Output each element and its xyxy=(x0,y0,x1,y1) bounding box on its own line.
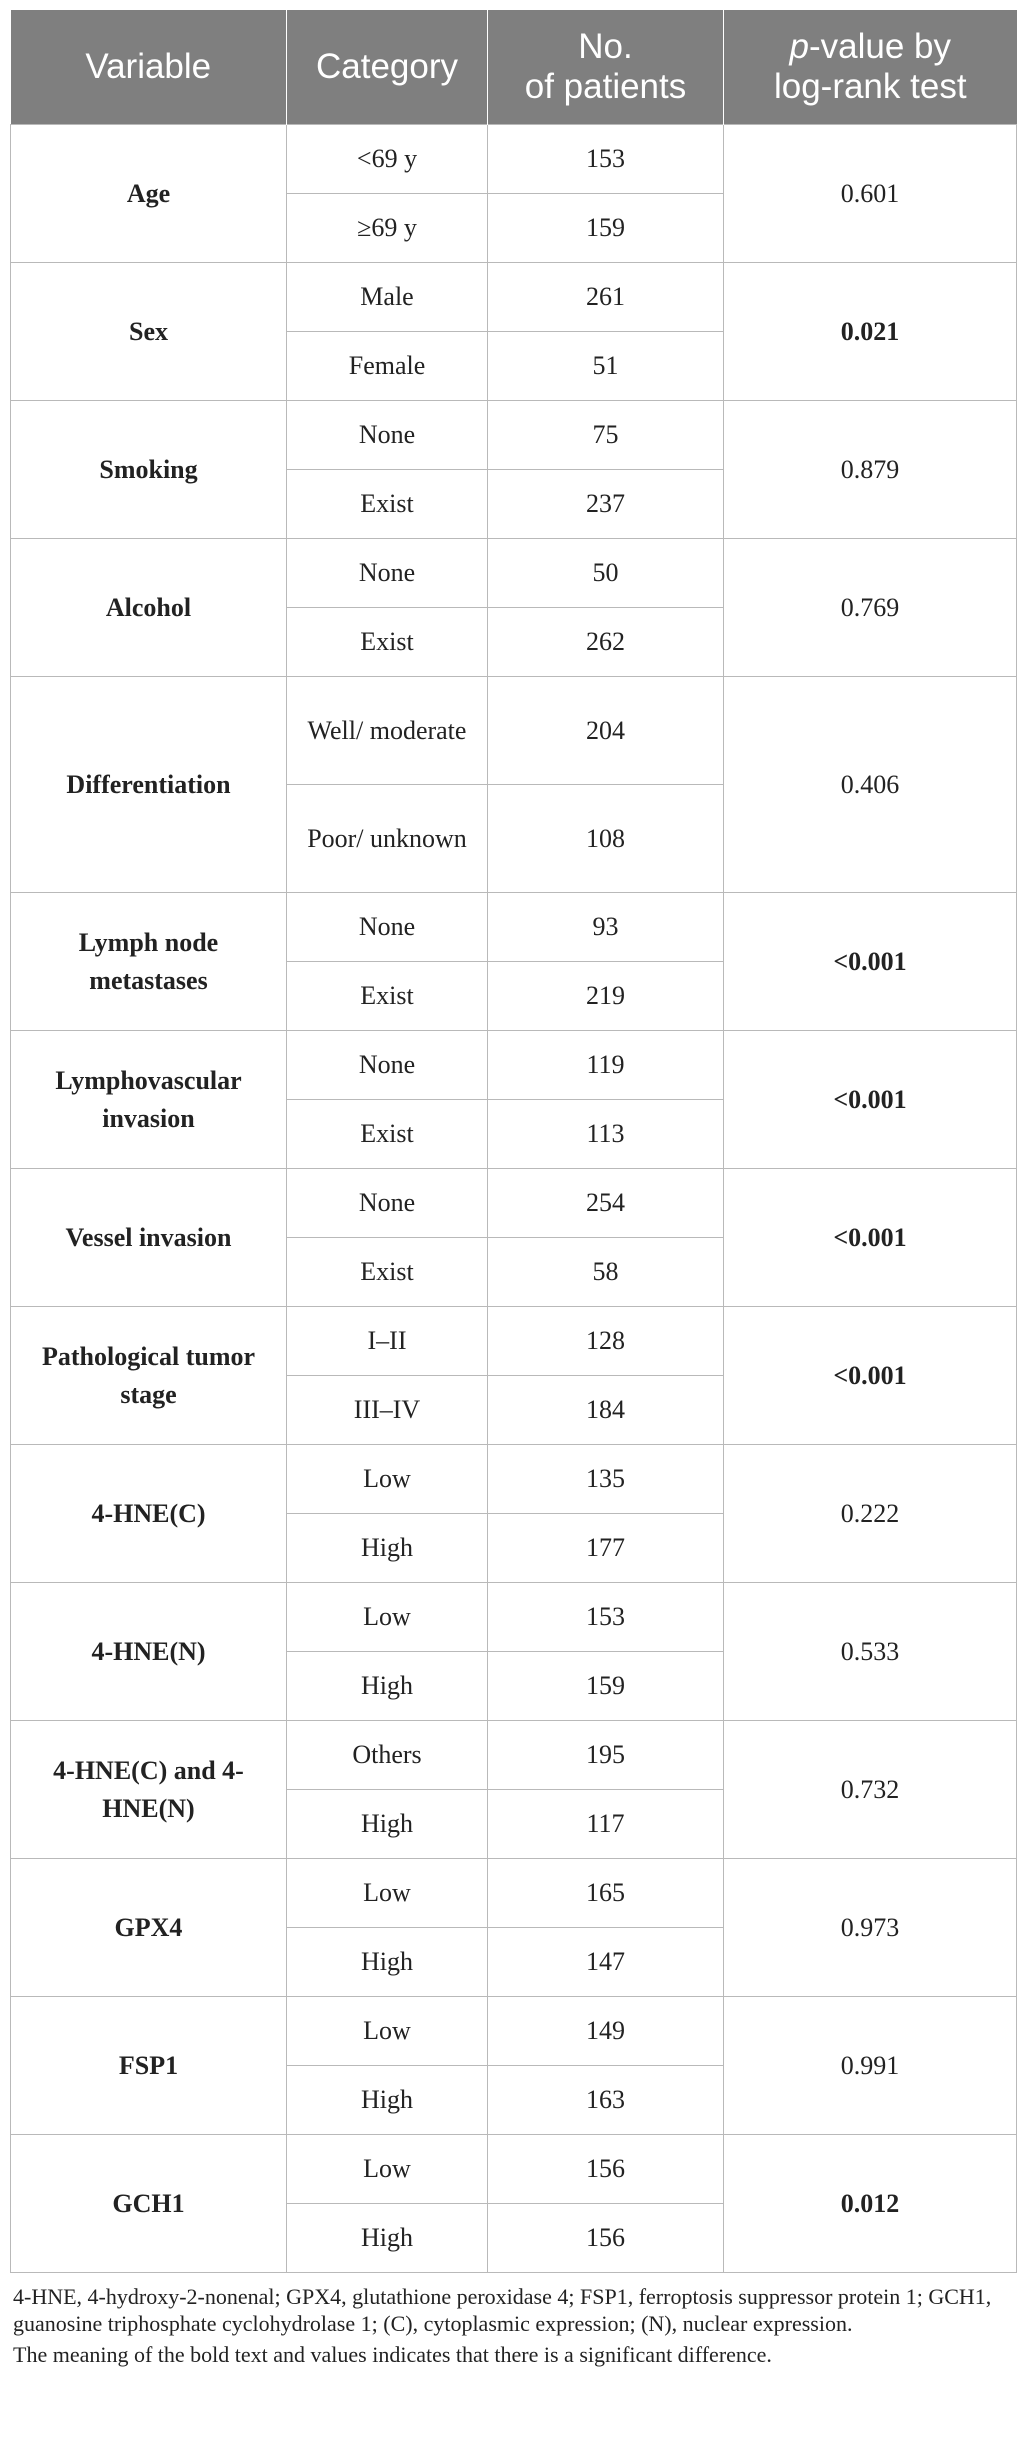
variable-cell: GCH1 xyxy=(11,2135,287,2273)
pvalue-cell: 0.991 xyxy=(724,1997,1017,2135)
category-cell: <69 y xyxy=(287,125,488,194)
table-row xyxy=(11,1031,1017,1100)
table-row xyxy=(11,893,1017,962)
survival-table xyxy=(10,10,1017,2273)
variable-cell: Sex xyxy=(11,263,287,401)
category-cell: High xyxy=(287,1514,488,1583)
category-cell: Exist xyxy=(287,470,488,539)
pvalue-cell: 0.021 xyxy=(724,263,1017,401)
category-cell: Well/ moderate xyxy=(287,677,488,785)
patients-cell: 117 xyxy=(488,1790,724,1859)
category-cell: ≥69 y xyxy=(287,194,488,263)
patients-cell: 195 xyxy=(488,1721,724,1790)
patients-cell: 51 xyxy=(488,332,724,401)
patients-cell: 93 xyxy=(488,893,724,962)
category-cell: Others xyxy=(287,1721,488,1790)
patients-cell: 135 xyxy=(488,1445,724,1514)
table-header xyxy=(11,10,1017,125)
category-cell: Exist xyxy=(287,962,488,1031)
header-pvalue-rest: -value by xyxy=(808,27,951,66)
patients-cell: 147 xyxy=(488,1928,724,1997)
header-patients-line1: No. xyxy=(578,27,633,66)
category-cell: Exist xyxy=(287,1238,488,1307)
patients-cell: 261 xyxy=(488,263,724,332)
patients-cell: 113 xyxy=(488,1100,724,1169)
category-cell: None xyxy=(287,1169,488,1238)
category-cell: Low xyxy=(287,1445,488,1514)
patients-cell: 237 xyxy=(488,470,724,539)
category-cell: High xyxy=(287,1928,488,1997)
category-cell: Low xyxy=(287,1583,488,1652)
footnote-bold-meaning: The meaning of the bold text and values indicates that there is a significant difference. xyxy=(13,2342,772,2367)
table-row xyxy=(11,677,1017,785)
pvalue-cell: 0.879 xyxy=(724,401,1017,539)
category-cell: I–II xyxy=(287,1307,488,1376)
header-patients-line2: of patients xyxy=(524,67,687,106)
patients-cell: 204 xyxy=(488,677,724,785)
pvalue-cell: <0.001 xyxy=(724,1031,1017,1169)
pvalue-cell: 0.222 xyxy=(724,1445,1017,1583)
variable-cell: Alcohol xyxy=(11,539,287,677)
table-row xyxy=(11,1169,1017,1238)
category-cell: None xyxy=(287,539,488,608)
category-cell: High xyxy=(287,2066,488,2135)
table-row xyxy=(11,1859,1017,1928)
pvalue-cell: 0.769 xyxy=(724,539,1017,677)
category-cell: High xyxy=(287,1652,488,1721)
patients-cell: 153 xyxy=(488,1583,724,1652)
variable-cell: Smoking xyxy=(11,401,287,539)
table-row xyxy=(11,1583,1017,1652)
table-row xyxy=(11,125,1017,194)
pvalue-cell: 0.601 xyxy=(724,125,1017,263)
patients-cell: 153 xyxy=(488,125,724,194)
category-cell: High xyxy=(287,1790,488,1859)
patients-cell: 159 xyxy=(488,1652,724,1721)
variable-cell: Age xyxy=(11,125,287,263)
category-cell: Exist xyxy=(287,1100,488,1169)
footnote-abbreviations: 4-HNE, 4-hydroxy-2-nonenal; GPX4, glutathione peroxidase 4; FSP1, ferroptosis suppressor protein 1; GCH1, guanosine triphosphate cyclohydrolase 1; (C), cytoplasmic expression; (N), nuclear expression. xyxy=(13,2284,992,2336)
category-cell: None xyxy=(287,401,488,470)
patients-cell: 58 xyxy=(488,1238,724,1307)
patients-cell: 184 xyxy=(488,1376,724,1445)
category-cell: Male xyxy=(287,263,488,332)
category-cell: Exist xyxy=(287,608,488,677)
variable-cell: Lymphovascular invasion xyxy=(11,1031,287,1169)
patients-cell: 159 xyxy=(488,194,724,263)
pvalue-cell: 0.533 xyxy=(724,1583,1017,1721)
category-cell: Low xyxy=(287,1859,488,1928)
pvalue-cell: <0.001 xyxy=(724,1307,1017,1445)
table-row xyxy=(11,1721,1017,1790)
header-patients xyxy=(488,10,724,125)
patients-cell: 254 xyxy=(488,1169,724,1238)
variable-cell: 4-HNE(N) xyxy=(11,1583,287,1721)
variable-cell: Pathological tumor stage xyxy=(11,1307,287,1445)
header-category: Category xyxy=(287,10,488,125)
patients-cell: 119 xyxy=(488,1031,724,1100)
category-cell: Low xyxy=(287,1997,488,2066)
category-cell: III–IV xyxy=(287,1376,488,1445)
patients-cell: 149 xyxy=(488,1997,724,2066)
category-cell: Female xyxy=(287,332,488,401)
table-row xyxy=(11,539,1017,608)
table-row xyxy=(11,1307,1017,1376)
pvalue-cell: 0.973 xyxy=(724,1859,1017,1997)
variable-cell: FSP1 xyxy=(11,1997,287,2135)
header-pvalue-italic: p xyxy=(789,27,809,66)
table-body xyxy=(11,125,1017,2273)
pvalue-cell: 0.732 xyxy=(724,1721,1017,1859)
variable-cell: Lymph node metastases xyxy=(11,893,287,1031)
variable-cell: 4-HNE(C) xyxy=(11,1445,287,1583)
table-row xyxy=(11,401,1017,470)
pvalue-cell: <0.001 xyxy=(724,893,1017,1031)
variable-cell: GPX4 xyxy=(11,1859,287,1997)
header-variable: Variable xyxy=(11,10,287,125)
category-cell: Low xyxy=(287,2135,488,2204)
table-row xyxy=(11,2135,1017,2204)
patients-cell: 165 xyxy=(488,1859,724,1928)
table-row xyxy=(11,263,1017,332)
patients-cell: 262 xyxy=(488,608,724,677)
header-pvalue-line2: log-rank test xyxy=(773,67,967,106)
category-cell: None xyxy=(287,893,488,962)
patients-cell: 177 xyxy=(488,1514,724,1583)
patients-cell: 50 xyxy=(488,539,724,608)
table-footnotes xyxy=(10,2283,1016,2368)
table-row xyxy=(11,1997,1017,2066)
header-pvalue xyxy=(724,10,1017,125)
variable-cell: 4-HNE(C) and 4-HNE(N) xyxy=(11,1721,287,1859)
table-row xyxy=(11,1445,1017,1514)
patients-cell: 128 xyxy=(488,1307,724,1376)
variable-cell: Differentiation xyxy=(11,677,287,893)
category-cell: Poor/ unknown xyxy=(287,785,488,893)
table-figure xyxy=(10,10,1016,2372)
patients-cell: 108 xyxy=(488,785,724,893)
patients-cell: 156 xyxy=(488,2204,724,2273)
patients-cell: 75 xyxy=(488,401,724,470)
patients-cell: 219 xyxy=(488,962,724,1031)
variable-cell: Vessel invasion xyxy=(11,1169,287,1307)
patients-cell: 156 xyxy=(488,2135,724,2204)
pvalue-cell: 0.406 xyxy=(724,677,1017,893)
pvalue-cell: 0.012 xyxy=(724,2135,1017,2273)
category-cell: None xyxy=(287,1031,488,1100)
pvalue-cell: <0.001 xyxy=(724,1169,1017,1307)
patients-cell: 163 xyxy=(488,2066,724,2135)
category-cell: High xyxy=(287,2204,488,2273)
